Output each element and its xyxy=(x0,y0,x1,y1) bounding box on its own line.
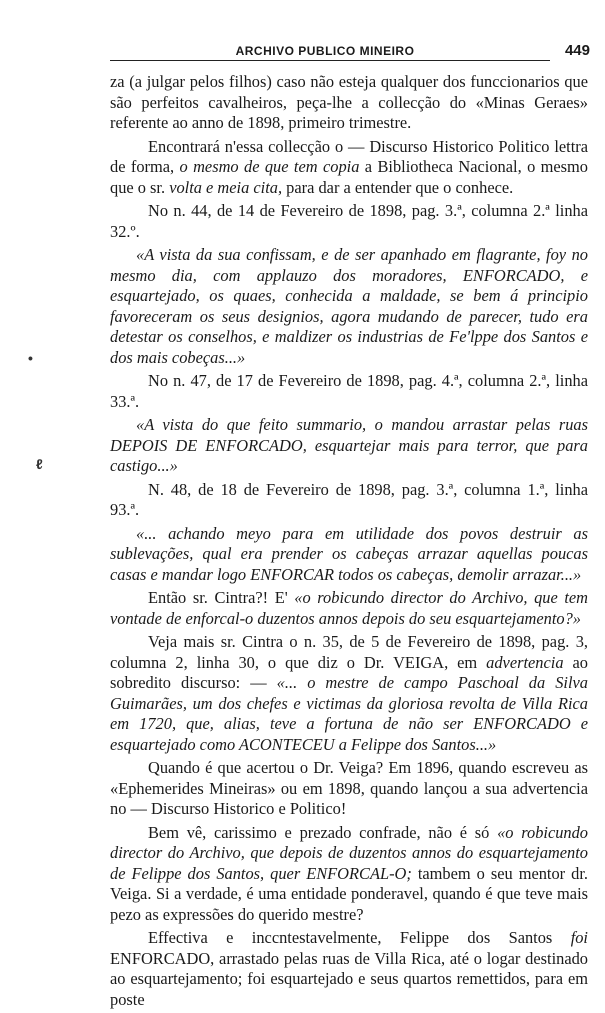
italic-text: «A vista do que feito summario, o mandou arrastar pelas ruas DEPOIS DE ENFORCADO, esquartejar mais para terror, que para castigo...» xyxy=(110,415,588,475)
italic-text: advertencia xyxy=(486,652,564,672)
text-span: Então sr. Cintra?! E' xyxy=(148,588,295,607)
margin-mark-dot: • xyxy=(28,350,33,366)
body-text xyxy=(110,72,588,1013)
text-span: Encontrará n'essa collecção o — Discurso Historico Politico lettra de forma, xyxy=(110,136,588,176)
margin-mark-glyph: ℓ xyxy=(36,456,43,472)
page-header xyxy=(110,40,590,62)
paragraph xyxy=(110,480,588,521)
header-rule xyxy=(110,60,550,61)
italic-text: volta e meia cita, xyxy=(169,177,283,197)
paragraph xyxy=(110,588,588,629)
text-span: No n. 44, de 14 de Fevereiro de 1898, pag. 3.ª, columna 2.ª linha 32.º. xyxy=(110,201,588,241)
text-span: Bem vê, carissimo e prezado confrade, não é só xyxy=(148,822,498,842)
italic-text: «o robicundo director do Archivo, que tem vontade de enforcal-o duzentos annos depois do seu esquartejamento?» xyxy=(110,588,588,628)
quoted-passage xyxy=(110,524,588,586)
paragraph xyxy=(110,137,588,199)
italic-text: «o robicundo director do Archivo, que depois de duzentos annos do esquartejamento de Felippe dos Santos, quer ENFORCAL-O; xyxy=(110,822,588,883)
paragraph xyxy=(110,632,588,755)
text-span: N. 48, de 18 de Fevereiro de 1898, pag. 3.ª, columna 1.ª, linha 93.ª. xyxy=(110,479,588,519)
italic-text: «A vista da sua confissam, e de ser apanhado em flagrante, foy no mesmo dia, com applauzo dos moradores, ENFORCADO, e esquartejado, os quaes, conhecida a maldade, se bem á principio favoreceram os seus designios, agora mudando de parecer, tudo era detestar os conselhos, e maldizer os industrias de Fe'lppe dos Santos e dos mais cobeças...» xyxy=(110,245,588,367)
running-title: ARCHIVO PUBLICO MINEIRO xyxy=(235,44,415,58)
paragraph xyxy=(110,371,588,412)
paragraph xyxy=(110,72,588,134)
text-span: ao sobredito discurso: — xyxy=(110,652,588,692)
italic-text: «... achando meyo para em utilidade dos povos destruir as sublevações, qual era prender os cabeças arrazar aquellas poucas casas e mandar logo ENFORCAR todos os cabeças, demolir arrazar...» xyxy=(110,523,588,584)
italic-text: o mesmo de que tem copia xyxy=(179,157,360,176)
italic-text: «... o mestre de campo Paschoal da Silva Guimarães, um dos chefes e victimas da gloriosa revolta de Villa Rica em 1720, que, alias, teve a fortuna de não ser ENFORCADO e esquartejado como ACONTECEU a Felippe dos Santos...» xyxy=(110,673,588,754)
text-span: Effectiva e inccntestavelmente, Felippe dos Santos xyxy=(148,928,571,947)
paragraph xyxy=(110,201,588,242)
quoted-passage xyxy=(110,245,588,368)
quoted-passage xyxy=(110,415,588,477)
text-span: ENFORCADO, arrastado pelas ruas de Villa Rica, até o logar destinado ao esquartejamento; foi esquartejado e seus quartos remettidos, para em poste xyxy=(110,948,588,1009)
text-span: Quando é que acertou o Dr. Veiga? Em 1896, quando escreveu as «Ephemerides Mineiras» ou em 1898, quando lançou a sua advertencia no — Discurso Historico e Politico! xyxy=(110,758,588,818)
text-span: para dar a entender que o conhece. xyxy=(282,177,514,197)
page-number: 449 xyxy=(564,42,590,59)
paragraph xyxy=(110,823,588,926)
paragraph xyxy=(110,928,588,1010)
text-span: tambem o seu mentor dr. Veiga. Si a verdade, é uma entidade ponderavel, quando é que teve mais pezo as expressões do querido mestre? xyxy=(110,863,588,924)
text-span: za (a julgar pelos filhos) caso não esteja qualquer dos funccionarios que são perfeitos cavalheiros, peça-lhe a collecção do «Minas Geraes» referente ao anno de 1898, primeiro trimestre. xyxy=(110,72,588,132)
italic-text: foi xyxy=(570,928,588,947)
text-span: No n. 47, de 17 de Fevereiro de 1898, pag. 4.ª, columna 2.ª, linha 33.ª. xyxy=(110,371,588,411)
paragraph xyxy=(110,758,588,820)
text-span: Veja mais sr. Cintra o n. 35, de 5 de Fevereiro de 1898, pag. 3, columna 2, linha 30, o que diz o Dr. VEIGA, em xyxy=(110,632,588,672)
text-span: a Bibliotheca Nacional, o mesmo que o sr. xyxy=(110,157,588,197)
